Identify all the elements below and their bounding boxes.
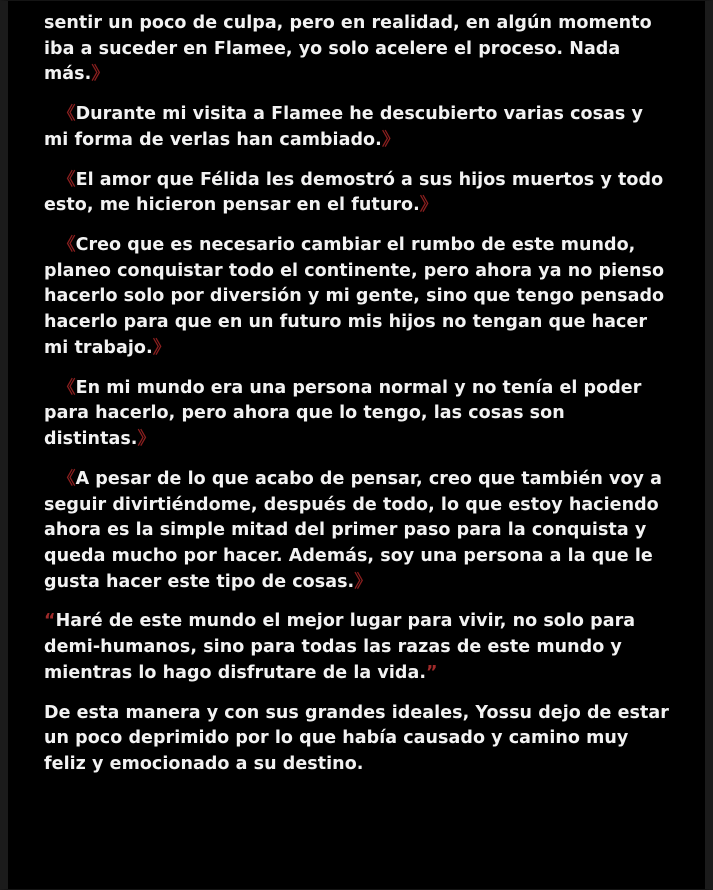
paragraph-text: El amor que Félida les demostró a sus hijos muertos y todo esto, me hicieron pensar en el futuro. [44,169,664,216]
paragraph [44,609,673,686]
paragraph [44,11,673,88]
quote-close-mark: 》 [381,129,400,150]
paragraph [44,168,673,219]
paragraph-text: A pesar de lo que acabo de pensar, creo que también voy a seguir divirtiéndome, después de todo, lo que estoy haciendo ahora es la simple mitad del primer paso para la conquista y queda mucho por hacer. Además, soy una persona a la que le gusta hacer este tipo de cosas. [44,468,662,592]
paragraph [44,102,673,153]
document-body [8,1,705,778]
quote-close-mark: 》 [91,64,109,85]
paragraph-text: De esta manera y con sus grandes ideales, Yossu dejo de estar un poco deprimido por lo que había causado y camino muy feliz y emocionado a su destino. [44,702,669,774]
quote-open-mark: 《 [58,235,76,256]
paragraph-text: Durante mi visita a Flamee he descubierto varias cosas y mi forma de verlas han cambiado. [44,104,643,150]
paragraph [44,467,673,596]
paragraph [44,701,673,778]
quote-open-mark: “ [44,611,56,632]
quote-open-mark: 《 [58,468,76,489]
quote-close-mark: 》 [152,337,171,358]
quote-close-mark: 》 [354,571,372,592]
paragraph [44,376,673,453]
quote-close-mark: ” [426,662,438,683]
quote-open-mark: 《 [58,169,76,190]
quote-close-mark: 》 [137,429,156,450]
quote-open-mark: 《 [58,377,76,398]
quote-close-mark: 》 [419,195,438,216]
paragraph-text: Haré de este mundo el mejor lugar para vivir, no solo para demi-humanos, sino para todas las razas de este mundo y mientras lo hago disfrutare de la vida. [44,611,636,683]
paragraph-text: sentir un poco de culpa, pero en realidad, en algún momento iba a suceder en Flamee, yo solo acelere el proceso. Nada más. [44,13,652,85]
quote-open-mark: 《 [58,104,76,125]
paragraph [44,233,673,362]
paragraph-text: Creo que es necesario cambiar el rumbo de este mundo, planeo conquistar todo el continente, pero ahora ya no pienso hacerlo solo por diversión y mi gente, sino que tengo pensado hacerlo para que en un futuro mis hijos no tengan que hacer mi trabajo. [44,235,665,358]
paragraph-text: En mi mundo era una persona normal y no tenía el poder para hacerlo, pero ahora que lo tengo, las cosas son distintas. [44,377,642,450]
